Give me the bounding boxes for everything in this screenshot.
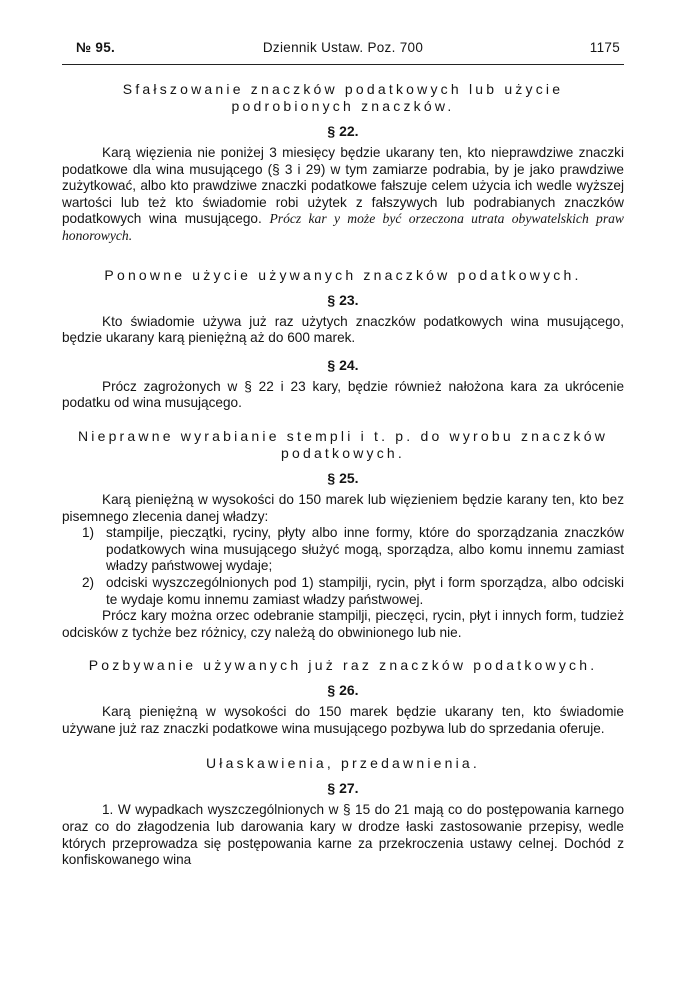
list-item xyxy=(62,525,624,575)
paragraph-mark: § 25. xyxy=(327,469,359,486)
paragraph-text: Prócz zagrożonych w § 22 i 23 kary, będzie również nałożona kara za ukrócenie podatku od wina musującego. xyxy=(62,378,624,411)
section-heading: Ponowne użycie używanych znaczków podatkowych. xyxy=(104,266,582,283)
paragraph-mark: § 26. xyxy=(327,682,359,699)
section-heading: Sfałszowanie znaczków podatkowych lub użycie podrobionych znaczków. xyxy=(122,81,564,114)
paragraph-text: Kto świadomie używa już raz użytych znaczków podatkowych wina musującego, będzie ukarany karą pieniężną aż do 600 marek. xyxy=(62,313,624,346)
page-number: 1175 xyxy=(589,40,620,55)
paragraph-mark: § 24. xyxy=(327,356,359,373)
list-item-text: stampilje, pieczątki, ryciny, płyty albo inne formy, które do sporządzania znaczków podatkowych wina musującego służyć mogą, sporządza, albo komu innemu zamiast władzy państwowej wydaje; xyxy=(106,525,624,574)
paragraph-text: Karą pieniężną w wysokości do 150 marek będzie ukarany ten, kto świadomie używane już raz znaczki podatkowe wina musującego pozbywa lub do sprzedania oferuje. xyxy=(62,704,624,736)
list-item-number: 2) xyxy=(82,574,95,590)
issue-number: № 95. xyxy=(76,40,116,55)
paragraph-text xyxy=(62,145,624,245)
section-heading: Nieprawne wyrabianie stempli i t. p. do wyrobu znaczków podatkowych. xyxy=(77,427,609,461)
paragraph-mark: § 22. xyxy=(327,123,359,139)
list-item xyxy=(62,575,624,608)
section-heading: Ułaskawienia, przedawnienia. xyxy=(205,755,481,772)
page-header xyxy=(62,30,624,64)
paragraph-text: 1. W wypadkach wyszczególnionych w § 15 do 21 mają co do postępowania karnego oraz co do złagodzenia lub darowania kary w drodze łaski zastosowanie przepisy, wedle których przeprowadza się postępowania karne za przekroczenia ustawy celnej. Dochód z konfiskowanego wina xyxy=(62,802,624,868)
list-item-text: odciski wyszczególnionych pod 1) stampilji, rycin, płyt i form sporządza, albo odciski te wydaje komu innemu zamiast władzy państwowej. xyxy=(106,574,624,607)
journal-title: Dziennik Ustaw. Poz. 700 xyxy=(262,40,424,55)
paragraph-mark: § 27. xyxy=(327,780,359,797)
header-rule xyxy=(62,64,624,65)
paragraph-text: Prócz kary można orzec odebranie stampilji, pieczęci, rycin, płyt i innych form, tudzież odcisków z tychże bez różnicy, czy należą do obwinionego lub nie. xyxy=(62,608,624,640)
document-page xyxy=(62,30,624,869)
paragraph-body: Karą więzienia nie poniżej 3 miesięcy będzie ukarany ten, kto nieprawdziwe znaczki podatkowe dla wina musującego (§ 3 i 29) w tym zamiarze podrabia, by je jako prawdziwe zużytkować, albo kto prawdziwe znaczki podatkowe fałszuje celem użycia ich wedle wyższej wartości lub też kto świadomie robi użytek z fałszywych lub podrabianych znaczków podatkowych wina musującego. xyxy=(62,145,624,227)
item-list xyxy=(62,525,624,608)
section-heading: Pozbywanie używanych już raz znaczków podatkowych. xyxy=(88,657,598,674)
paragraph-text: Karą pieniężną w wysokości do 150 marek lub więzieniem będzie karany ten, kto bez pisemnego zlecenia danej władzy: xyxy=(62,491,624,524)
list-item-number: 1) xyxy=(82,525,95,541)
paragraph-italic: Prócz kar y może być orzeczona utrata obywatelskich praw honorowych. xyxy=(62,211,625,243)
paragraph-mark: § 23. xyxy=(327,291,359,308)
